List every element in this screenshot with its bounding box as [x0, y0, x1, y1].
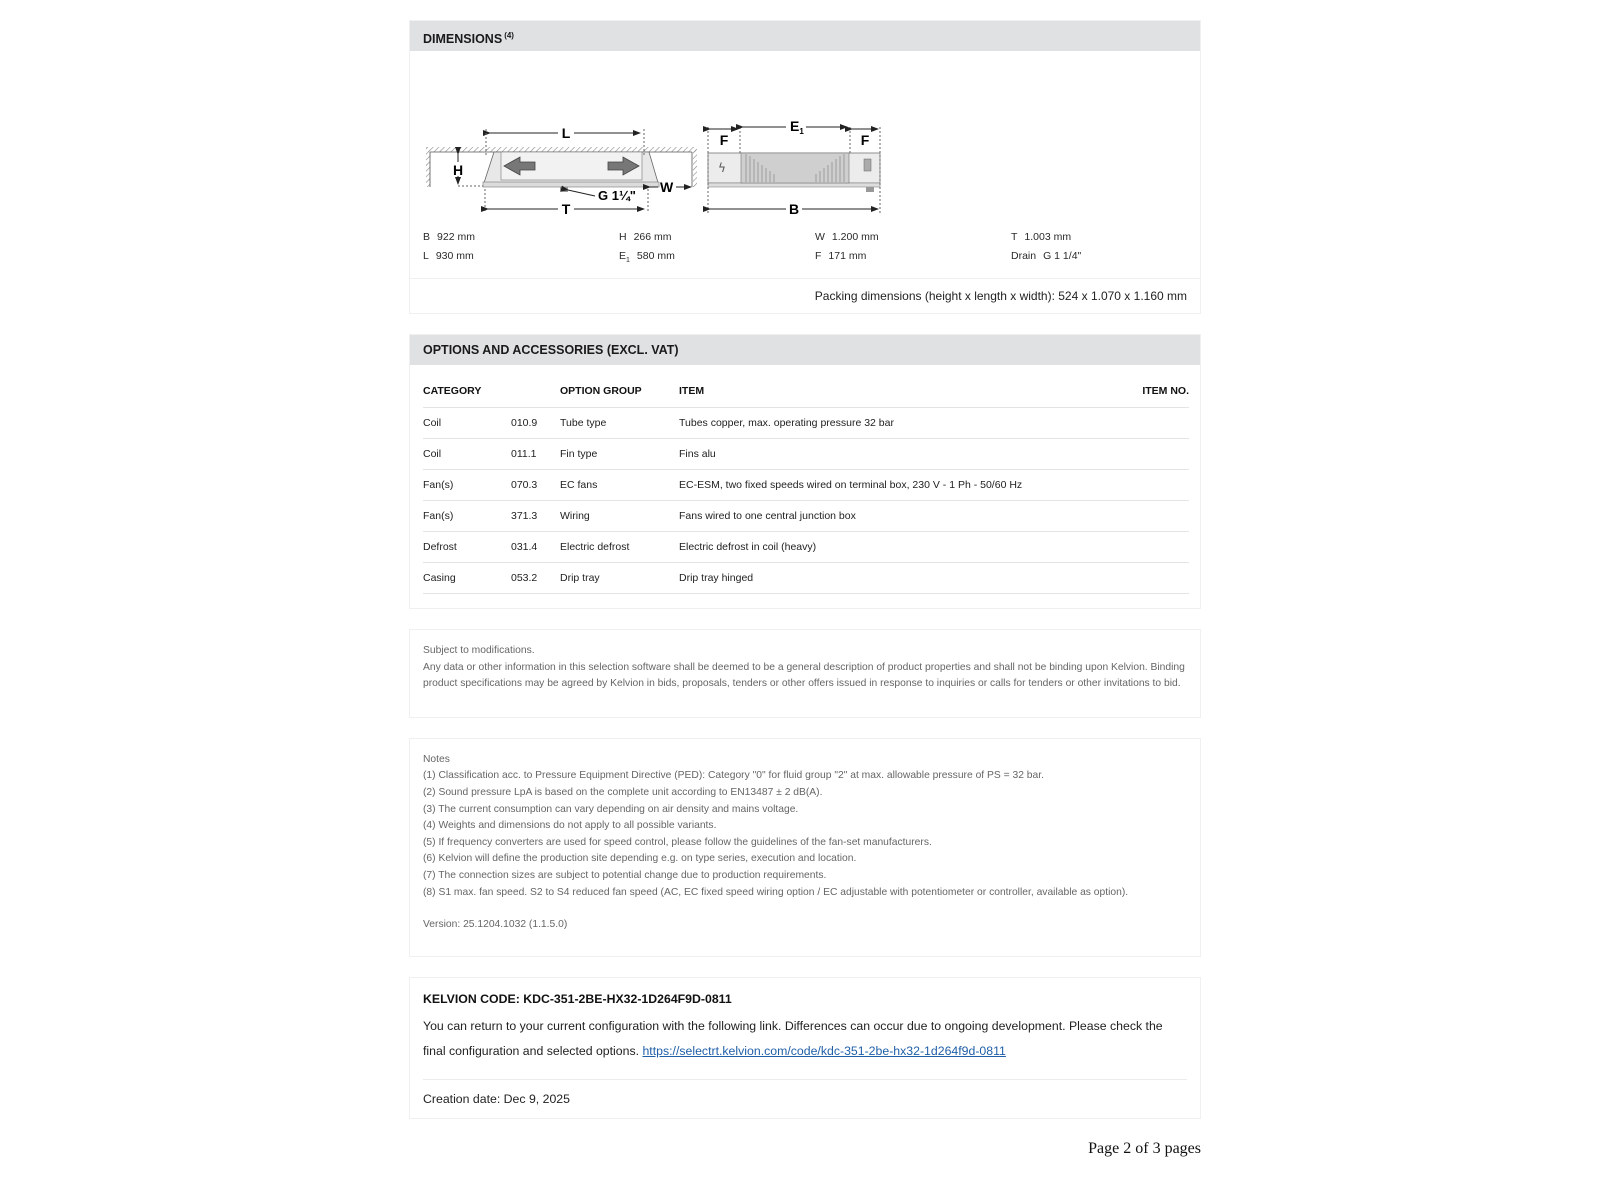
dim-label-f-right: F	[860, 132, 870, 148]
dim-value-e1: $E_1$ 580 mm	[619, 250, 675, 265]
col-item: ITEM	[679, 375, 1099, 408]
note-item: (5) If frequency converters are used for speed control, please follow the guidelines of the fan-set manufacturers.	[423, 836, 932, 848]
dim-label-t: T	[561, 201, 571, 217]
options-table	[423, 375, 1189, 594]
divider	[423, 1079, 1187, 1080]
document-page	[409, 20, 1201, 1119]
dim-value-l: L 930 mm	[423, 250, 474, 262]
col-option-group: OPTION GROUP	[560, 375, 679, 408]
note-item: (3) The current consumption can vary depending on air density and mains voltage.	[423, 803, 799, 815]
notes-section	[409, 738, 1201, 957]
note-item: (2) Sound pressure LpA is based on the complete unit according to EN13487 ± 2 dB(A).	[423, 787, 823, 799]
dim-value-f: F 171 mm	[815, 250, 867, 262]
disclaimer-line-2: Any data or other information in this selection software shall be deemed to be a general description of product properties and shall not be binding upon Kelvion. Binding product specifications may be agreed by Kelvion in bids, proposals, tenders or other offers issued in response to inquiries or calls for tenders or other invitations to bid.	[423, 661, 1185, 690]
side-view-drawing	[426, 125, 697, 217]
electrical-hazard-icon: ϟ	[718, 161, 726, 175]
table-header-row	[423, 375, 1189, 408]
creation-date: Creation date: Dec 9, 2025	[423, 1091, 570, 1106]
dim-value-drain: Drain G 1 1/4"	[1011, 250, 1082, 262]
front-view-drawing	[708, 117, 880, 217]
dimensions-title: DIMENSIONS	[423, 32, 503, 46]
note-item: (6) Kelvion will define the production site depending e.g. on type series, execution and location.	[423, 853, 857, 865]
table-row: Fan(s) 070.3 EC fans EC-ESM, two fixed speeds wired on terminal box, 230 V - 1 Ph - 50/60 Hz	[423, 470, 1189, 501]
kelvion-code-text	[423, 1014, 1187, 1064]
dimensions-header	[410, 21, 1200, 51]
dim-label-h: H	[452, 162, 464, 178]
disclaimer-line-1: Subject to modifications.	[423, 645, 535, 657]
junction-box-icon	[864, 159, 871, 171]
dim-label-l: L	[561, 125, 571, 141]
dimensions-diagram	[410, 51, 1200, 217]
col-item-no: ITEM NO.	[1099, 375, 1189, 408]
dimension-values	[410, 231, 1200, 278]
configuration-link[interactable]: https://selectrt.kelvion.com/code/kdc-351-2be-hx32-1d264f9d-0811	[642, 1043, 1006, 1058]
dimensions-section	[409, 20, 1201, 314]
options-section	[409, 334, 1201, 609]
note-item: (7) The connection sizes are subject to potential change due to production requirements.	[423, 870, 827, 882]
version-text: Version: 25.1204.1032 (1.1.5.0)	[423, 919, 568, 931]
col-category: CATEGORY	[423, 375, 511, 408]
disclaimer-section	[409, 629, 1201, 718]
col-code	[511, 375, 560, 408]
table-row: Casing 053.2 Drip tray Drip tray hinged	[423, 563, 1189, 594]
table-row: Coil 011.1 Fin type Fins alu	[423, 439, 1189, 470]
note-item: (4) Weights and dimensions do not apply to all possible variants.	[423, 820, 717, 832]
dimensions-footnote-ref: (4)	[504, 31, 514, 40]
config-link-description: You can return to your current configuration with the following link. Differences can occur due to ongoing development. Please check the final configuration and selected options.	[423, 1018, 1163, 1058]
notes-title: Notes	[423, 753, 450, 765]
dim-label-g: G 1¼"	[598, 188, 636, 203]
note-item: (1) Classification acc. to Pressure Equipment Directive (PED): Category "0" for fluid group "2" at max. allowable pressure of PS = 32 bar.	[423, 770, 1044, 782]
table-row: Fan(s) 371.3 Wiring Fans wired to one central junction box	[423, 501, 1189, 532]
note-item: (8) S1 max. fan speed. S2 to S4 reduced fan speed (AC, EC fixed speed wiring option / EC adjustable with potentiometer or controller, available as option).	[423, 886, 1129, 898]
dim-label-b: B	[788, 201, 800, 217]
kelvion-code-section	[409, 977, 1201, 1119]
dim-value-w: W 1.200 mm	[815, 231, 879, 243]
dim-label-f-left: F	[719, 132, 729, 148]
options-header: OPTIONS AND ACCESSORIES (EXCL. VAT)	[410, 335, 1200, 365]
dim-label-w: W	[660, 179, 674, 195]
packing-dimensions: Packing dimensions (height x length x width): 524 x 1.070 x 1.160 mm	[410, 278, 1200, 313]
table-row: Defrost 031.4 Electric defrost Electric defrost in coil (heavy)	[423, 532, 1189, 563]
dim-value-t: T 1.003 mm	[1011, 231, 1072, 243]
table-row: Coil 010.9 Tube type Tubes copper, max. operating pressure 32 bar	[423, 408, 1189, 439]
unit-drawing	[410, 51, 1202, 217]
dim-value-h: H 266 mm	[619, 231, 672, 243]
dim-label-e1: $E_1$	[790, 118, 804, 136]
dim-value-b: B 922 mm	[423, 231, 475, 243]
kelvion-code-title: KELVION CODE: KDC-351-2BE-HX32-1D264F9D-0811	[423, 991, 732, 1006]
page-number: Page 2 of 3 pages	[1088, 1140, 1201, 1157]
